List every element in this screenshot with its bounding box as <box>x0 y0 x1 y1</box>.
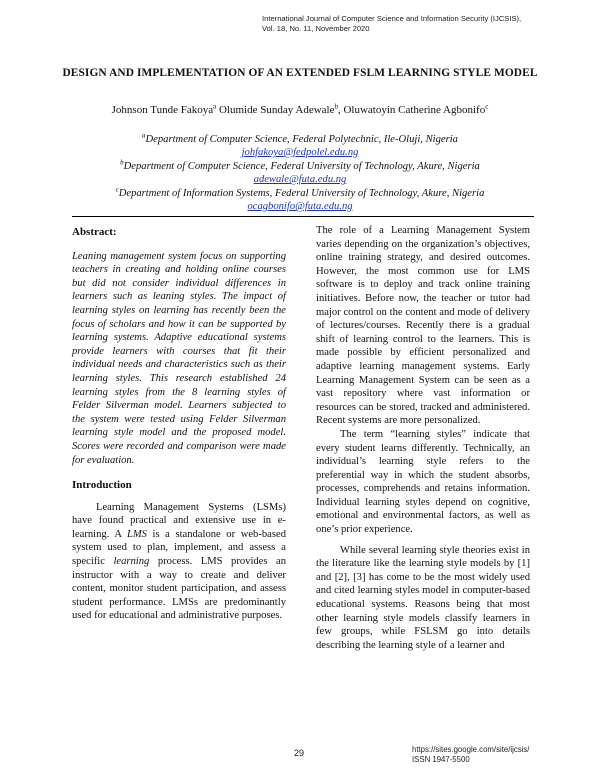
author-name: Oluwatoyin Catherine Agbonifo <box>343 104 486 116</box>
affiliation-dept: Department of Computer Science, Federal Polytechnic, Ile-Oluji, Nigeria <box>145 134 458 145</box>
email-link[interactable]: ocagbonifo@futa.edu.ng <box>247 201 353 212</box>
footer-issn: ISSN 1947-5500 <box>412 755 470 764</box>
intro-text: Learning Management Systems (LSMs) have found practical and extensive use in e-learning. A <box>72 501 286 540</box>
email-link[interactable]: adewale@futa.edu.ng <box>253 174 347 185</box>
body-paragraph-2: The term “learning styles” indicate that every student learns differently. Technically, an individual’s learning style refers to the preferential way in which the student absorbs, processes, comprehends and retains information. Individual learning styles depend on cognitive, emotional and environmental factors, as well as one’s prior experience. <box>316 428 530 536</box>
author-list <box>40 103 560 117</box>
author-sep: , <box>337 104 344 116</box>
intro-emphasis: LMS <box>126 528 147 540</box>
intro-text: is a standalone or web-based system used to plan, implement, and assess a specific <box>72 528 286 568</box>
intro-emphasis: learning <box>113 556 150 568</box>
affiliation-sup: b <box>120 158 124 167</box>
intro-text: process. LMS provides an instructor with a way to create and deliver content, monitor student participation, and assess student performance. LMSs are predominantly used for educational and administrative purposes. <box>72 556 286 622</box>
abstract-heading: Abstract: <box>72 226 117 238</box>
body-paragraph-3: While several learning style theories exist in the literature like the learning style models by [1] and [2], [3] has come to be the most widely used and cited learning styles model in computer-based educational systems. Reasons being that most other learning style models classify learners in few groups, while FSLSM go into details describing the learning style of a learner and <box>316 544 530 651</box>
affiliation-sup: a <box>142 131 146 140</box>
author-sup: b <box>334 102 338 111</box>
email-link[interactable]: johfakoya@fedpolel.edu.ng <box>241 147 359 158</box>
author-name: Olumide Sunday Adewale <box>218 104 335 116</box>
footer-info <box>412 745 529 765</box>
footer-url-link[interactable]: https://sites.google.com/site/ijcsis/ <box>412 745 530 754</box>
journal-header-line1: International Journal of Computer Science and Information Security (IJCSIS), <box>262 14 522 23</box>
author-sup: c <box>485 102 489 111</box>
header-divider <box>72 216 534 217</box>
author-sup: a <box>213 102 217 111</box>
affiliation-dept: Department of Information Systems, Federal University of Technology, Akure, Nigeria <box>118 188 485 199</box>
right-column <box>316 224 530 652</box>
journal-header-line2: Vol. 18, No. 11, November 2020 <box>262 24 370 33</box>
introduction-heading: Introduction <box>72 479 132 492</box>
affiliation-dept: Department of Computer Science, Federal University of Technology, Akure, Nigeria <box>123 161 480 172</box>
affiliation-b <box>40 160 560 186</box>
affiliation-c <box>40 187 560 213</box>
paper-title: DESIGN AND IMPLEMENTATION OF AN EXTENDED FSLM LEARNING STYLE MODEL <box>62 67 538 79</box>
author-name: Johnson Tunde Fakoya <box>111 104 214 116</box>
affiliation-a <box>40 133 560 159</box>
body-paragraph-1: The role of a Learning Management System varies depending on the organization’s objectives, online training strategy, and desired outcomes. However, the most common use for LMS software is to deploy and track online training initiatives. Before now, the teacher or tutor had major control on the content and mode of delivery of lectures/courses. Recently there is a gradual shift of learning control to the learners. This is made possible by efficient personalized and adaptive learning management systems. Early Learning Management System can be seen as a vast repository where vast information or resources can be stored, tracked and administered. Recent systems are more personalized. <box>316 225 530 427</box>
journal-header <box>262 14 582 34</box>
left-column <box>72 226 286 623</box>
intro-paragraph <box>72 501 286 623</box>
page-number: 29 <box>294 748 305 758</box>
abstract-text: Leaning management system focus on supporting teachers in creating and holding online courses but did not consider individual differences in learners such as leaning styles. The impact of learning styles on learning has recently been the focus of scholars and how it can be supported by learning systems. Adaptive educational systems provide learners with courses that fit their individual needs and characteristics such as their learning styles. This research established 24 learning styles from the 8 learning styles of Felder Silverman model. Learners subjected to the system were tested using Felder Silverman learning style model and the proposed model. Scores were recorded and comparison were made for evaluation. <box>72 250 286 466</box>
affiliation-sup: c <box>115 185 119 194</box>
